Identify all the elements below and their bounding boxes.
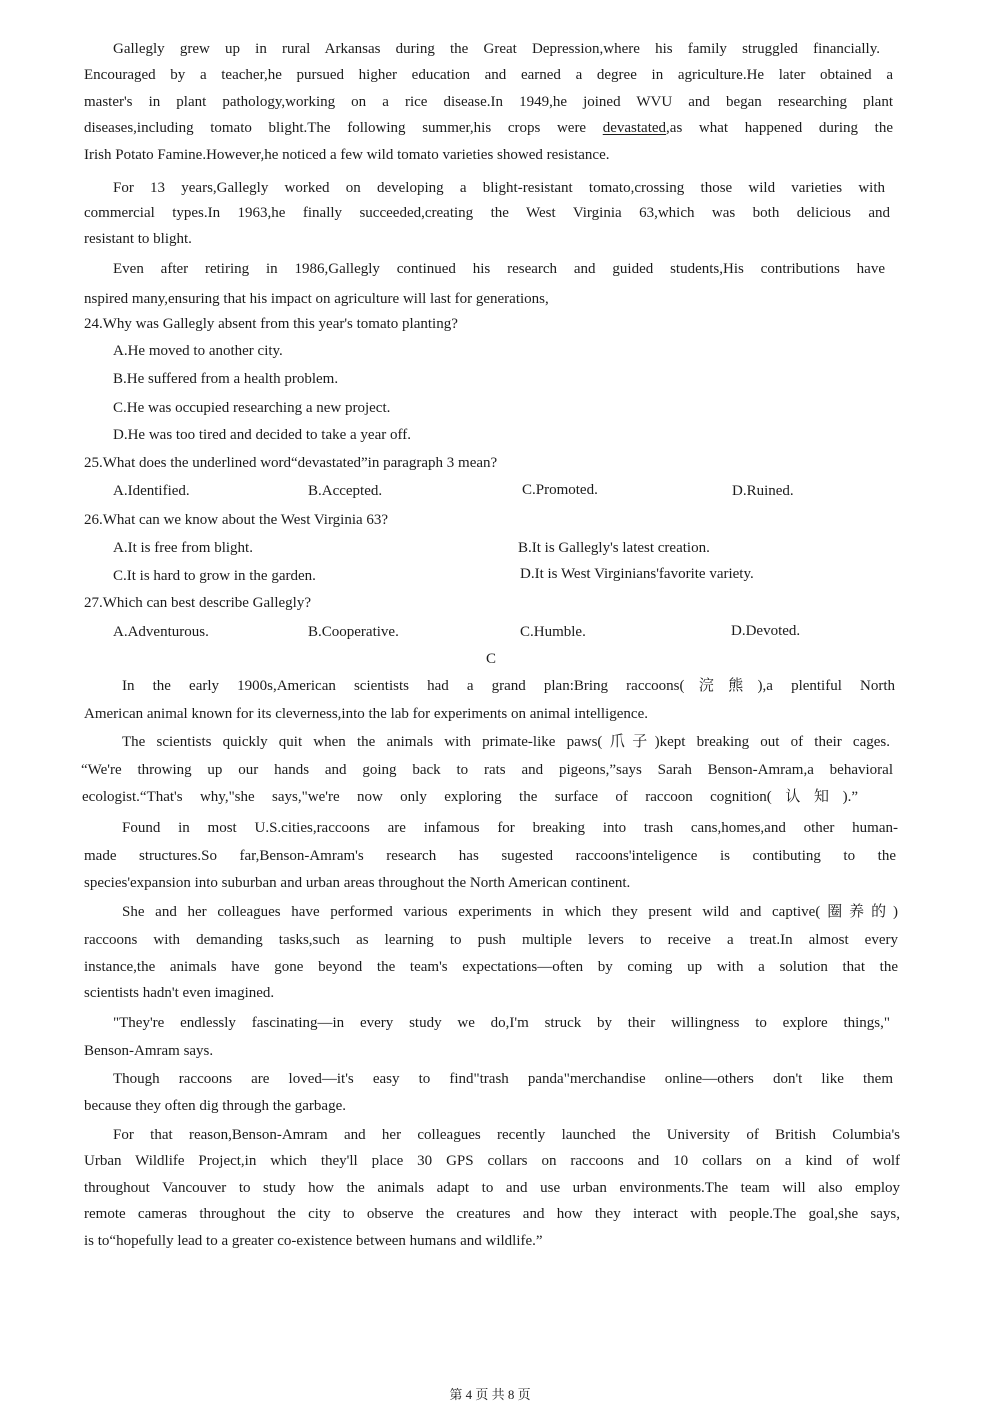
text-line: remote cameras throughout the city to observe the creatures and how they interact with people.The goal,she says, bbox=[84, 1206, 900, 1222]
text-line bbox=[84, 118, 893, 138]
answer-option: A.Identified. bbox=[113, 483, 190, 499]
text-line: In the early 1900s,American scientists had a grand plan:Bring raccoons(浣熊),a plentiful North bbox=[122, 678, 895, 694]
text-line: raccoons with demanding tasks,such as learning to push multiple levers to receive a treat.In almost every bbox=[84, 932, 898, 948]
text-line: For 13 years,Gallegly worked on developing a blight-resistant tomato,crossing those wild varieties with bbox=[113, 180, 885, 196]
answer-option: D.He was too tired and decided to take a year off. bbox=[113, 427, 411, 443]
text-span: diseases,including tomato blight.The following summer,his crops were bbox=[84, 120, 603, 136]
text-line: Found in most U.S.cities,raccoons are infamous for breaking into trash cans,homes,and other human- bbox=[122, 820, 898, 836]
text-line: Irish Potato Famine.However,he noticed a few wild tomato varieties showed resistance. bbox=[84, 147, 610, 163]
text-line: made structures.So far,Benson-Amram's research has sugested raccoons'inteligence is contibuting to the bbox=[84, 848, 896, 864]
text-line: commercial types.In 1963,he finally succeeded,creating the West Virginia 63,which was both delicious and bbox=[84, 205, 890, 221]
question-stem: 27.Which can best describe Gallegly? bbox=[84, 595, 311, 611]
answer-option: A.Adventurous. bbox=[113, 624, 209, 640]
text-line: Gallegly grew up in rural Arkansas during the Great Depression,where his family struggled financially. bbox=[113, 41, 880, 57]
text-line: Even after retiring in 1986,Gallegly continued his research and guided students,His contributions have bbox=[113, 261, 885, 277]
answer-option: C.He was occupied researching a new project. bbox=[113, 400, 391, 416]
text-span: ,as what happened during the bbox=[666, 120, 893, 136]
answer-option: A.He moved to another city. bbox=[113, 343, 283, 359]
answer-option: C.Humble. bbox=[520, 624, 586, 640]
answer-option: B.Accepted. bbox=[308, 483, 383, 499]
answer-option: B.It is Gallegly's latest creation. bbox=[518, 540, 710, 556]
text-line: She and her colleagues have performed various experiments in which they present wild and captive(圈养的) bbox=[122, 904, 898, 920]
text-line: Encouraged by a teacher,he pursued higher education and earned a degree in agriculture.He later obtained a bbox=[84, 67, 893, 83]
text-line: throughout Vancouver to study how the animals adapt to and use urban environments.The team will also employ bbox=[84, 1180, 900, 1196]
answer-option: D.It is West Virginians'favorite variety. bbox=[520, 566, 754, 582]
text-line: Though raccoons are loved—it's easy to find"trash panda"merchandise online—others don't like them bbox=[113, 1071, 893, 1087]
answer-option: C.It is hard to grow in the garden. bbox=[113, 568, 316, 584]
question-stem: 26.What can we know about the West Virginia 63? bbox=[84, 512, 389, 528]
text-line: because they often dig through the garbage. bbox=[84, 1098, 346, 1114]
text-line: is to“hopefully lead to a greater co-existence between humans and wildlife.” bbox=[84, 1233, 543, 1249]
text-line: species'expansion into suburban and urban areas throughout the North American continent. bbox=[84, 875, 631, 891]
text-line: Benson-Amram says. bbox=[84, 1043, 214, 1059]
answer-option: B.He suffered from a health problem. bbox=[113, 371, 339, 387]
page-number-footer: 第 4 页 共 8 页 bbox=[449, 1387, 531, 1402]
section-heading: C bbox=[485, 651, 496, 667]
answer-option: B.Cooperative. bbox=[308, 624, 399, 640]
question-stem: 24.Why was Gallegly absent from this year's tomato planting? bbox=[84, 316, 458, 332]
text-line: “We're throwing up our hands and going back to rats and pigeons,”says Sarah Benson-Amram,a behavioral bbox=[81, 762, 893, 778]
text-line: instance,the animals have gone beyond the team's expectations—often by coming up with a solution that the bbox=[84, 959, 898, 975]
text-line: The scientists quickly quit when the animals with primate-like paws(爪子)kept breaking out of their cages. bbox=[122, 734, 890, 750]
text-line: scientists hadn't even imagined. bbox=[84, 985, 275, 1001]
text-line: ecologist.“That's why,"she says,"we're now only exploring the surface of raccoon cognition(认知).” bbox=[82, 789, 858, 805]
question-stem: 25.What does the underlined word“devastated”in paragraph 3 mean? bbox=[84, 455, 498, 471]
answer-option: D.Ruined. bbox=[732, 483, 794, 499]
text-line: resistant to blight. bbox=[84, 231, 192, 247]
answer-option: C.Promoted. bbox=[522, 482, 598, 498]
text-line: "They're endlessly fascinating—in every study we do,I'm struck by their willingness to explore things," bbox=[113, 1015, 890, 1031]
answer-option: A.It is free from blight. bbox=[113, 540, 253, 556]
text-line: nspired many,ensuring that his impact on agriculture will last for generations, bbox=[84, 291, 549, 307]
text-line: American animal known for its cleverness,into the lab for experiments on animal intelligence. bbox=[84, 706, 648, 722]
answer-option: D.Devoted. bbox=[731, 623, 801, 639]
text-line: For that reason,Benson-Amram and her colleagues recently launched the University of British Columbia's bbox=[113, 1127, 900, 1143]
text-line: Urban Wildlife Project,in which they'll place 30 GPS collars on raccoons and 10 collars on a kind of wolf bbox=[84, 1153, 900, 1169]
text-line: master's in plant pathology,working on a rice disease.In 1949,he joined WVU and began researching plant bbox=[84, 94, 893, 110]
underlined-word: devastated bbox=[602, 120, 667, 136]
